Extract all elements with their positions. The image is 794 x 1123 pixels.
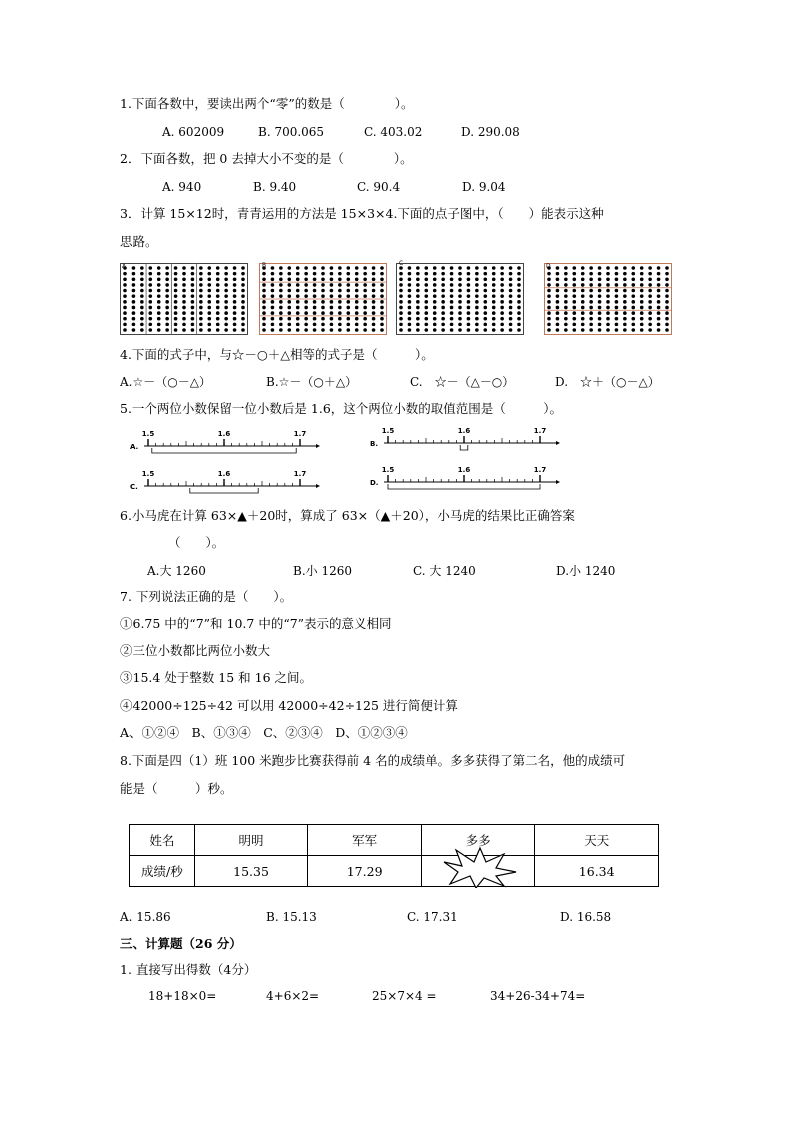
q6-stem-line1: 6.小马虎在计算 63×▲＋20时，算成了 63×（▲＋20），小马虎的结果比正确答案 (120, 508, 575, 523)
expression-2: 4+6×2= (266, 989, 320, 1003)
table-cell: 16.34 (535, 856, 659, 887)
q1-option-b: B. 700.065 (258, 125, 325, 139)
section-title: 三、计算题（26 分） (120, 936, 242, 951)
expression-1: 18+18×0= (148, 989, 217, 1003)
score-table (129, 824, 659, 887)
q7-stem: 7. 下列说法正确的是（ ）。 (120, 589, 293, 604)
table-cell: 多多 (421, 825, 534, 856)
dot-diagram-a (120, 263, 248, 335)
svg-text:1.7: 1.7 (533, 427, 547, 435)
q8-option-b: B. 15.13 (266, 910, 317, 924)
q7-options: A、①②④ B、①③④ C、②③④ D、①②③④ (120, 725, 408, 740)
dot-diagram-d (544, 263, 672, 335)
q3-stem-line1: 3．计算 15×12时，青青运用的方法是 15×3×4.下面的点子图中，（ ）能表示这种 (120, 206, 604, 221)
q5-stem: 5.一个两位小数保留一位小数后是 1.6，这个两位小数的取值范围是（ ）。 (120, 401, 563, 416)
starburst-icon (440, 844, 520, 888)
q3-stem-line2: 思路。 (120, 234, 158, 249)
svg-text:1.5: 1.5 (381, 466, 395, 474)
expression-3: 25×7×4 = (372, 989, 437, 1003)
number-line-d (370, 464, 570, 494)
svg-text:1.5: 1.5 (141, 430, 155, 438)
panel-label-c: C (399, 260, 404, 267)
svg-text:1.7: 1.7 (293, 430, 307, 438)
panel-label-b: B (262, 262, 267, 269)
panel-label-a: A (122, 263, 127, 270)
svg-text:1.6: 1.6 (217, 430, 231, 438)
dot-diagram-c (396, 263, 524, 335)
number-line-a (130, 428, 330, 458)
q8-option-c: C. 17.31 (407, 910, 458, 924)
number-line-c (130, 468, 330, 498)
table-cell: 天天 (535, 825, 659, 856)
q7-statement-3: ③15.4 处于整数 15 和 16 之间。 (120, 670, 313, 685)
hidden-score-cell (421, 856, 534, 887)
q6-option-c: C. 大 1240 (413, 564, 476, 578)
q2-option-d: D. 9.04 (462, 180, 506, 194)
table-row (130, 856, 659, 887)
q7-statement-1: ①6.75 中的“7”和 10.7 中的“7”表示的意义相同 (120, 616, 392, 631)
q2-option-c: C. 90.4 (357, 180, 401, 194)
table-row (130, 825, 659, 856)
svg-text:A.: A. (130, 443, 139, 451)
q2-stem: 2．下面各数，把 0 去掉大小不变的是（ ）。 (120, 151, 413, 166)
svg-text:B.: B. (370, 440, 378, 448)
q8-stem-line2: 能是（ ）秒。 (120, 781, 233, 796)
q4-stem: 4.下面的式子中，与☆－○＋△相等的式子是（ ）。 (120, 347, 434, 362)
svg-text:1.6: 1.6 (217, 470, 231, 478)
number-line-b (370, 425, 570, 455)
q2-option-a: A. 940 (162, 180, 202, 194)
svg-text:1.6: 1.6 (457, 466, 471, 474)
q6-option-d: D.小 1240 (556, 564, 616, 578)
q8-stem-line1: 8.下面是四（1）班 100 米跑步比赛获得前 4 名的成绩单。多多获得了第二名，他的成绩可 (120, 753, 626, 768)
table-cell: 17.29 (308, 856, 422, 887)
q4-option-d: D. ☆＋（○－△） (555, 375, 660, 389)
table-cell: 军军 (308, 825, 422, 856)
svg-text:1.5: 1.5 (141, 470, 155, 478)
svg-text:D.: D. (370, 479, 379, 487)
q7-statement-2: ②三位小数都比两位小数大 (120, 643, 271, 658)
q1-option-c: C. 403.02 (364, 125, 423, 139)
q6-option-b: B.小 1260 (293, 564, 352, 578)
q1-option-a: A. 602009 (162, 125, 225, 139)
svg-text:1.7: 1.7 (293, 470, 307, 478)
expression-4: 34+26-34+74= (490, 989, 586, 1003)
q1-option-d: D. 290.08 (461, 125, 520, 139)
panel-label-d: D (546, 263, 551, 270)
q4-option-c: C. ☆－（△－○） (410, 375, 515, 389)
q4-option-b: B.☆－（○＋△） (266, 375, 358, 389)
q1-stem: 1.下面各数中，要读出两个“零”的数是（ ）。 (120, 96, 414, 111)
section-subtitle: 1. 直接写出得数（4分） (120, 962, 257, 977)
svg-text:C.: C. (130, 483, 138, 491)
dot-diagram-b (259, 263, 387, 335)
q6-stem-line2: （ ）。 (168, 535, 225, 550)
svg-text:1.6: 1.6 (457, 427, 471, 435)
q7-statement-4: ④42000÷125÷42 可以用 42000÷42÷125 进行简便计算 (120, 698, 458, 713)
svg-text:1.5: 1.5 (381, 427, 395, 435)
q8-option-d: D. 16.58 (560, 910, 612, 924)
table-cell: 15.35 (194, 856, 308, 887)
q6-option-a: A.大 1260 (147, 564, 206, 578)
q8-option-a: A. 15.86 (120, 910, 171, 924)
table-header-name: 姓名 (130, 825, 195, 856)
table-header-score: 成绩/秒 (130, 856, 195, 887)
table-cell: 明明 (194, 825, 308, 856)
q4-option-a: A.☆－（○－△） (120, 375, 211, 389)
svg-text:1.7: 1.7 (533, 466, 547, 474)
q2-option-b: B. 9.40 (253, 180, 297, 194)
